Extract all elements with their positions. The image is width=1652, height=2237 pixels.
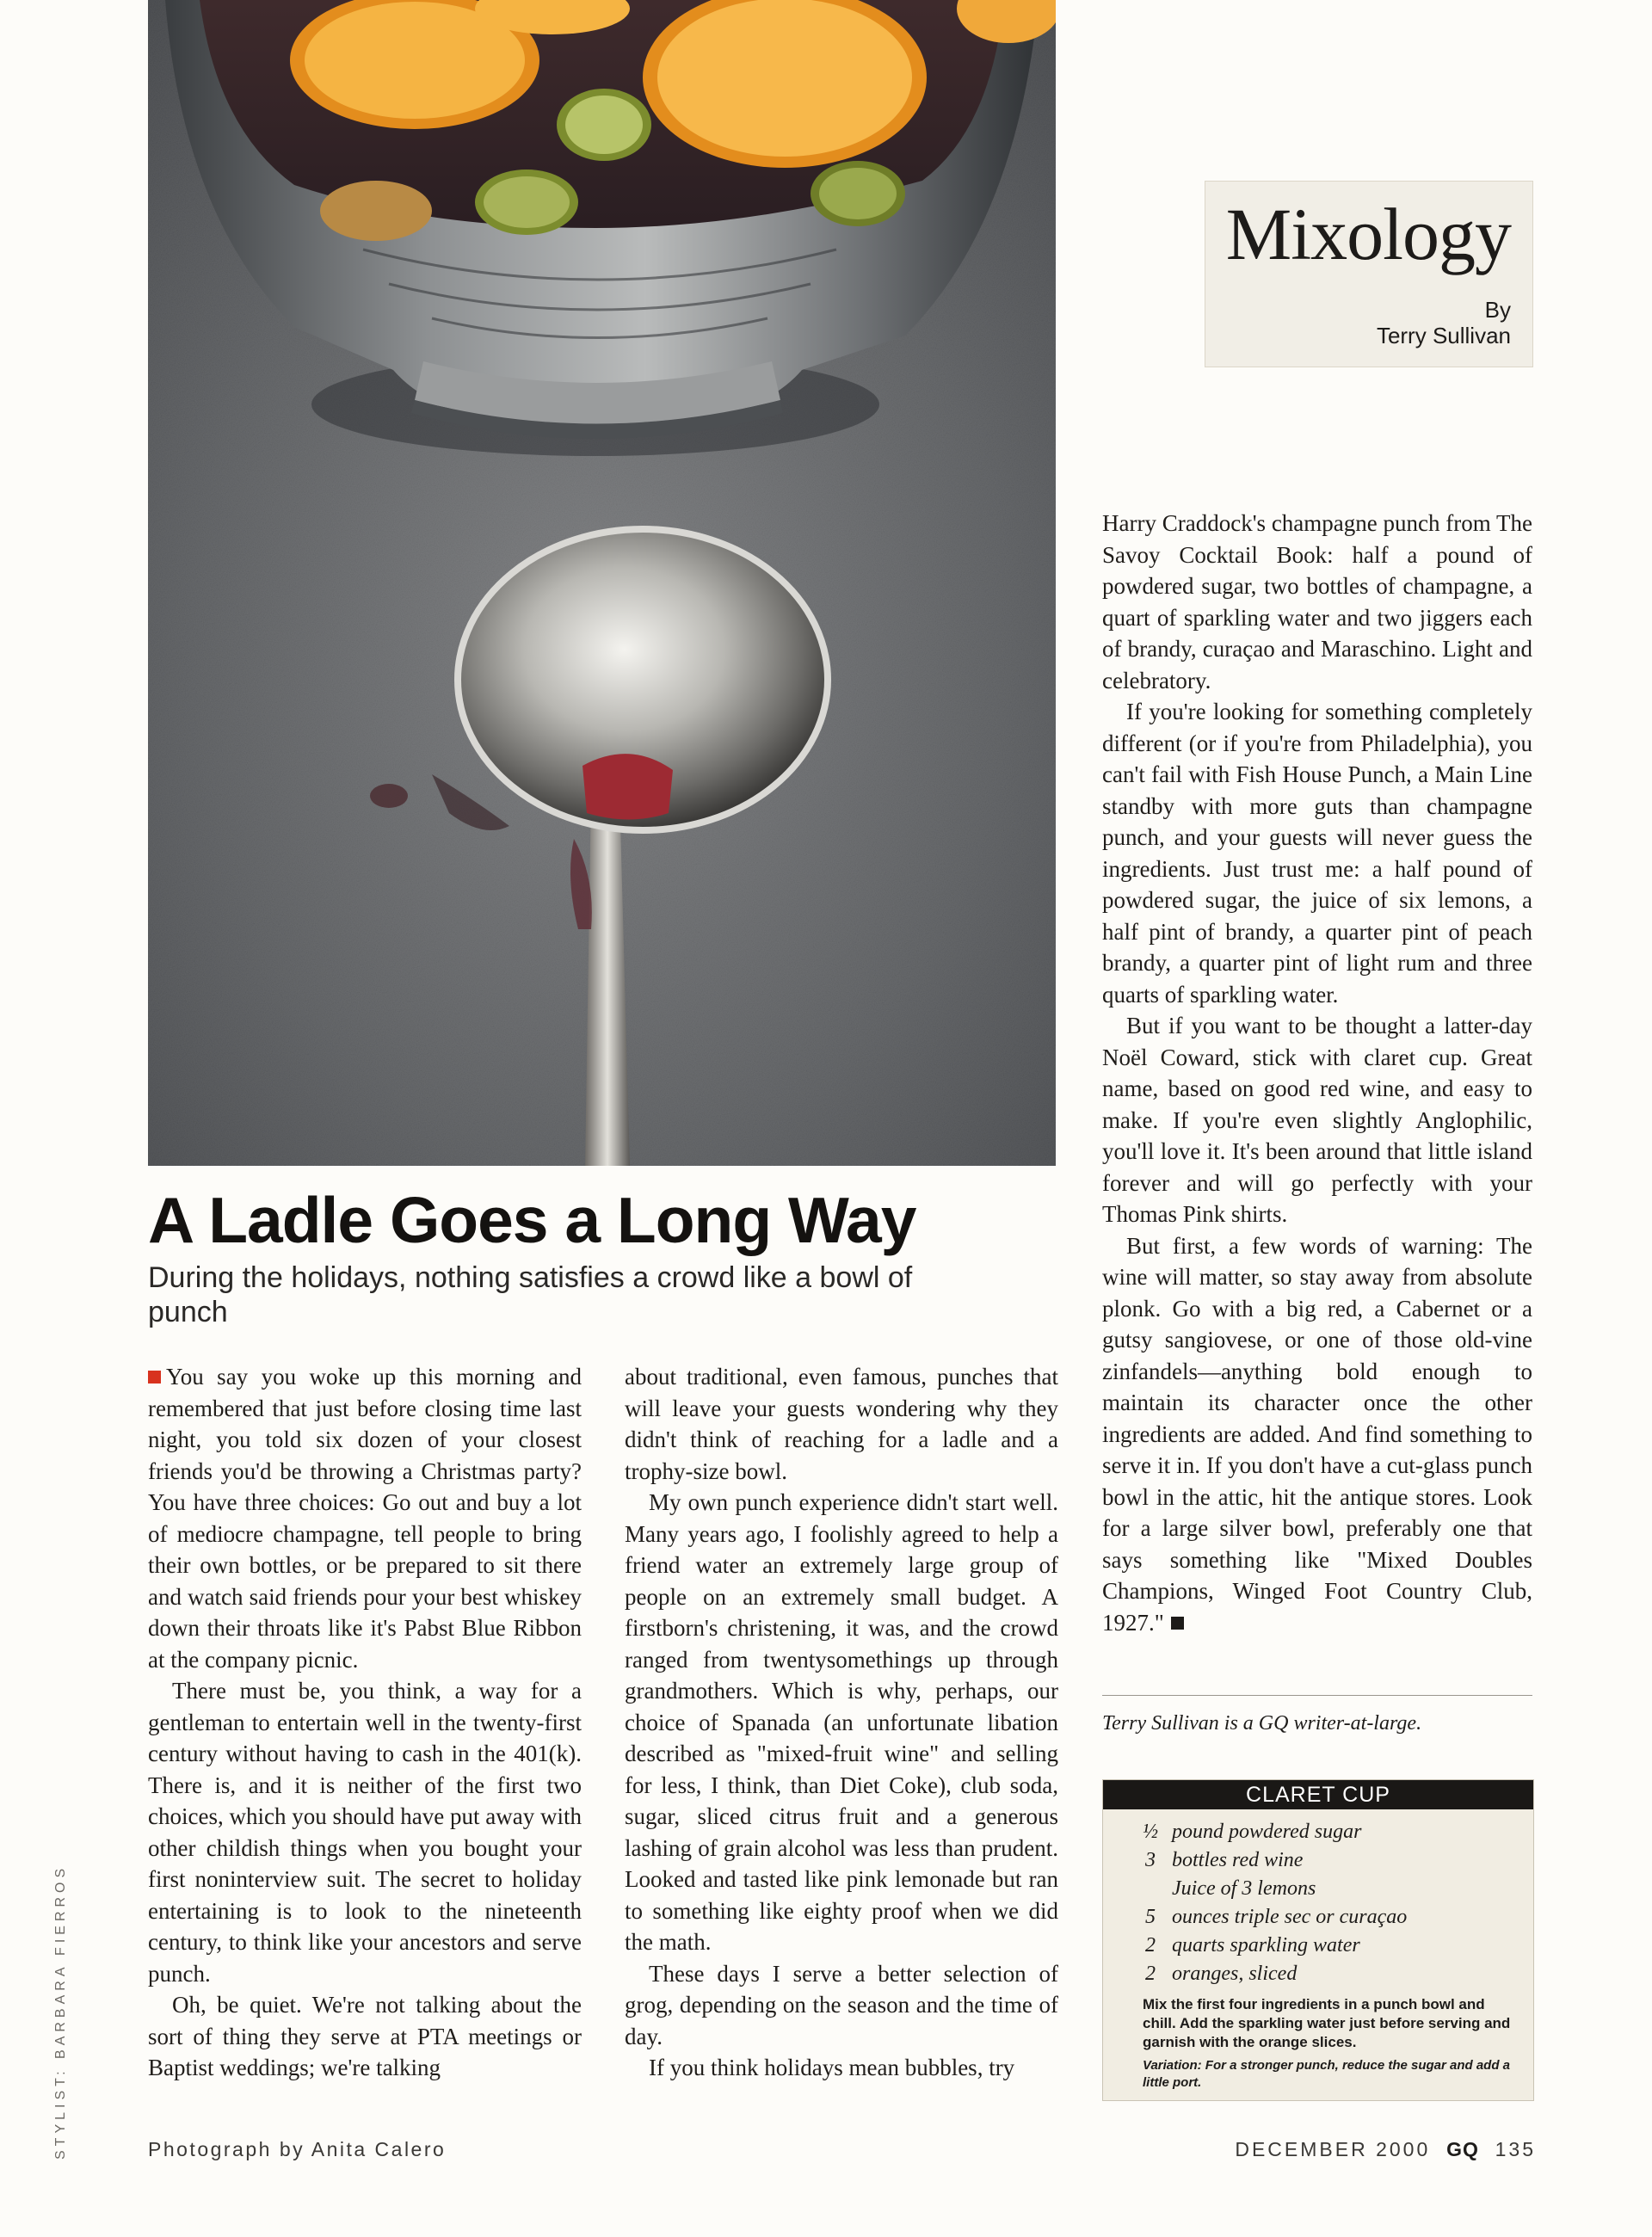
recipe-variation: Variation: For a stronger punch, reduce the sugar and add a little port. — [1143, 2058, 1511, 2090]
paragraph: If you're looking for something completely different (or if you're from Philadelphia), you can't fail with Fish House Punch, a Main Line standby with more guts than champagne punch, and your guests will never guess the ingredients. Just trust me: a half pound of powdered sugar, the juice of six lemons, a half pint of brandy, a quarter pint of peach brandy, a quarter pint of light rum and three quarts of sparkling water. — [1102, 699, 1532, 1008]
paragraph: My own punch experience didn't start well. Many years ago, I foolishly agreed to help a friend water an extremely large group of people on an extremely small budget. A firstborn's christening, it was, and the crowd ranged from twentysomethings up through grandmothers. Which is why, perhaps, our choice of Spanada (an unfortunate libation described as "mixed-fruit wine" and selling for less, I think, than Diet Coke), club soda, sugar, sliced citrus fruit and a generous lashing of grain alcohol was less than prudent. Looked and tasted like pink lemonade but ran to something like eighty proof when we did the math. — [625, 1489, 1058, 1955]
ingredient-name: Juice of 3 lemons — [1172, 1877, 1316, 1900]
punch-bowl-photo — [148, 0, 1056, 1166]
ingredient-qty — [1129, 1875, 1172, 1903]
recipe-title: CLARET CUP — [1103, 1780, 1533, 1809]
body-column-1 — [148, 1361, 582, 2084]
ingredient-qty: 2 — [1145, 1934, 1156, 1957]
ingredient-name: pound powdered sugar — [1172, 1821, 1362, 1843]
magazine-name: GQ — [1446, 2138, 1479, 2160]
article-deck: During the holidays, nothing satisfies a crowd like a bowl of punch — [148, 1261, 913, 1328]
author-note: Terry Sullivan is a GQ writer-at-large. — [1102, 1712, 1422, 1735]
ingredient-name: oranges, sliced — [1172, 1963, 1298, 1985]
section-title: Mixology — [1225, 193, 1511, 275]
ingredient-item — [1129, 1846, 1519, 1875]
ingredient-qty: 3 — [1145, 1849, 1156, 1871]
byline-author: Terry Sullivan — [1376, 323, 1511, 348]
paragraph: Harry Craddock's champagne punch from The Savoy Cocktail Book: half a pound of powdered sugar, two bottles of champagne, a quart of sparkling water and two jiggers each of brandy, curaçao and Maraschino. Light and celebratory. — [1102, 510, 1532, 693]
ingredient-item — [1129, 1932, 1519, 1960]
ingredient-item — [1129, 1903, 1519, 1932]
recipe-method: Mix the first four ingredients in a punch bowl and chill. Add the sparkling water just before serving and garnish with the orange slices. — [1143, 1996, 1511, 2050]
article-headline: A Ladle Goes a Long Way — [148, 1184, 916, 1256]
end-square-icon — [1171, 1617, 1184, 1630]
paragraph: Oh, be quiet. We're not talking about the sort of thing they serve at PTA meetings or Baptist weddings; we're talking — [148, 1992, 582, 2080]
paragraph: But if you want to be thought a latter-day Noël Coward, stick with claret cup. Great name, based on good red wine, and easy to make. If you're even slightly Anglophilic, you'll love it. It's been around that little island forever and will go perfectly with your Thomas Pink shirts. — [1102, 1013, 1532, 1227]
stylist-credit: STYLIST: BARBARA FIERROS — [53, 1864, 68, 2160]
ingredient-item — [1129, 1960, 1519, 1988]
paragraph — [1102, 1230, 1532, 1639]
byline-label: By — [1484, 297, 1511, 323]
ingredient-name: bottles red wine — [1172, 1849, 1304, 1871]
body-column-3 — [1102, 508, 1532, 1638]
photo-credit: Photograph by Anita Calero — [148, 2138, 447, 2160]
paragraph: These days I serve a better selection of grog, depending on the season and the time of day. — [625, 1960, 1058, 2049]
issue-date: DECEMBER 2000 — [1235, 2138, 1431, 2160]
divider — [1102, 1695, 1532, 1696]
paragraph: If you think holidays mean bubbles, try — [649, 2055, 1015, 2080]
paragraph: There must be, you think, a way for a gentleman to entertain well in the twenty-first century without having to cash in the 401(k). There is, and it is neither of the first two choices, which you should have put away with other childish things when you bought your first noninterview suit. The secret to holiday entertaining is to look to the nineteenth century, to think like your ancestors and serve punch. — [148, 1678, 582, 1987]
page-number: 135 — [1495, 2138, 1536, 2160]
paragraph: about traditional, even famous, punches that will leave your guests wondering why they didn't think of reaching for a ladle and a trophy-size bowl. — [625, 1364, 1058, 1484]
ingredient-name: ounces triple sec or curaçao — [1172, 1906, 1408, 1928]
ingredient-qty: 5 — [1145, 1906, 1156, 1928]
ingredient-item — [1129, 1875, 1519, 1903]
recipe-box — [1102, 1779, 1534, 2101]
ingredient-name: quarts sparkling water — [1172, 1934, 1360, 1957]
page-folio — [1183, 2138, 1536, 2161]
paragraph-text: But first, a few words of warning: The wine will matter, so stay away from absolute plonk. Go with a big red, a Cabernet or a gutsy sangiovese, or one of those old-vine zinfandels—anything bold enough to maintain its character once the other ingredients are added. And find something to serve it in. If you don't have a cut-glass punch bowl in the attic, hit the antique stores. Look for a large silver bowl, preferably one that says something like "Mixed Doubles Champions, Winged Foot Country Club, 1927." — [1102, 1232, 1532, 1636]
ingredient-qty: ½ — [1143, 1821, 1158, 1843]
ingredient-item — [1129, 1818, 1519, 1846]
body-column-2 — [625, 1361, 1058, 2084]
paragraph — [148, 1361, 582, 1675]
ingredient-qty: 2 — [1145, 1963, 1156, 1985]
byline — [1205, 297, 1511, 348]
start-square-icon — [148, 1371, 161, 1383]
ingredient-list — [1103, 1809, 1533, 1988]
paragraph-text: You say you woke up this morning and remembered that just before closing time last night, you told six dozen of your closest friends you'd be throwing a Christmas party? You have three choices: Go out and buy a lot of mediocre champagne, tell people to bring their own bottles, or be prepared to sit there and watch said friends pour your best whiskey down their throats like it's Pabst Blue Ribbon at the company picnic. — [148, 1364, 582, 1673]
